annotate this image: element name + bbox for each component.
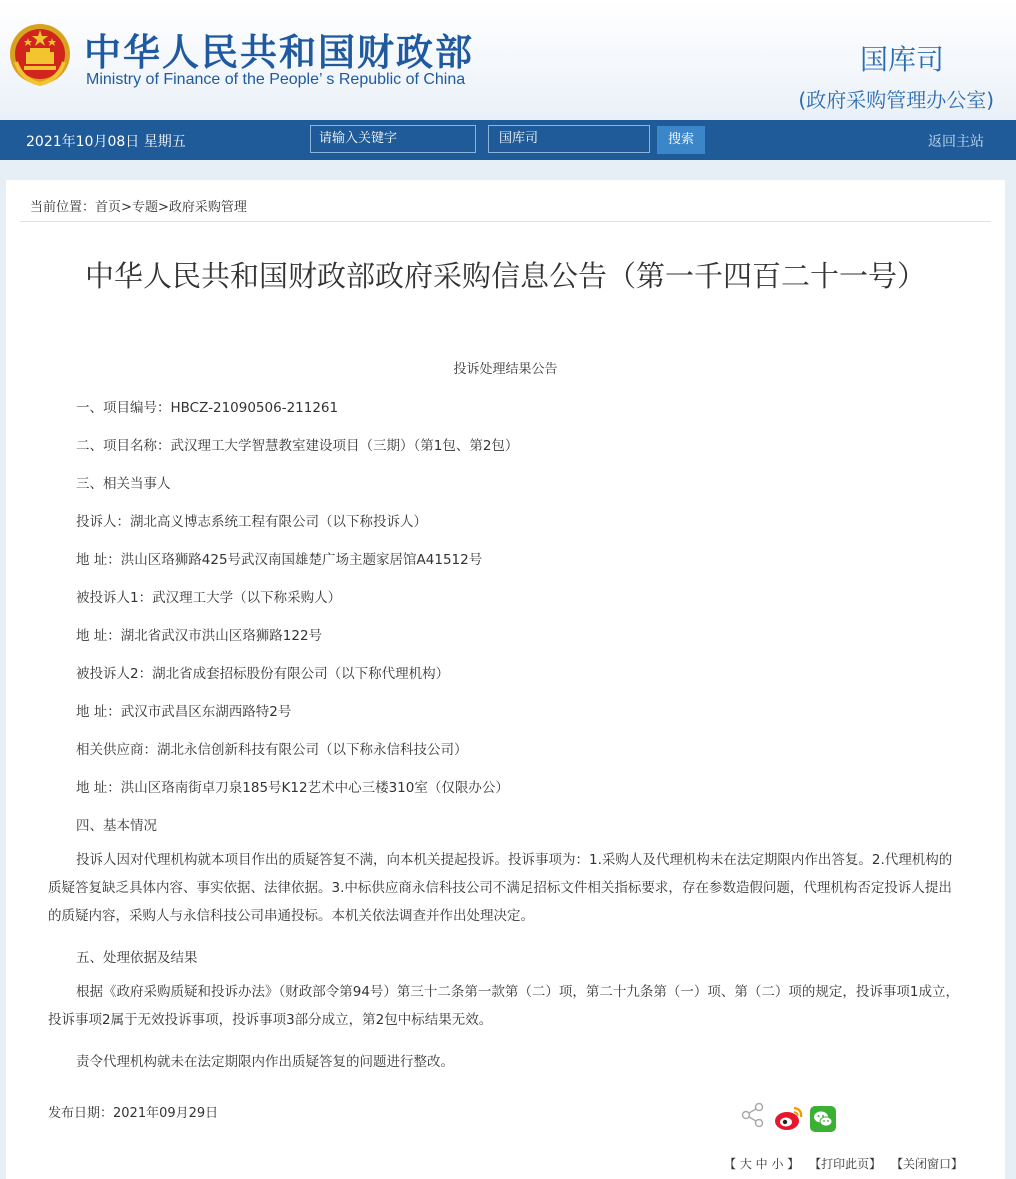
breadcrumb-separator: >: [157, 200, 169, 215]
national-emblem-icon[interactable]: [8, 22, 72, 88]
section-basic: 四、基本情况: [76, 818, 157, 834]
breadcrumb-item-home[interactable]: 首页: [95, 200, 122, 215]
site-title-english[interactable]: Ministry of Finance of the People’ s Republic of China: [86, 71, 466, 88]
current-date: 2021年10月08日 星期五: [26, 134, 186, 150]
complainant: 投诉人：湖北高义博志系统工程有限公司（以下称投诉人）: [76, 514, 427, 530]
main-content: [6, 180, 1005, 1179]
result-paragraph: 根据《政府采购质疑和投诉办法》（财政部令第94号）第三十二条第一款第（二）项，第二十九条第（一）项、第（二）项的规定，投诉事项1成立，投诉事项2属于无效投诉事项，投诉事项3部分成立，第2包中标结果无效。: [48, 984, 960, 1028]
order-paragraph: 责令代理机构就未在法定期限内作出质疑答复的问题进行整改。: [76, 1054, 454, 1070]
search-button[interactable]: 搜索: [657, 126, 705, 154]
breadcrumb-item-topic[interactable]: 专题: [131, 200, 158, 215]
respondent-2-address: 地 址：武汉市武昌区东湖西路特2号: [76, 704, 292, 720]
print-page-link[interactable]: 【打印此页】: [809, 1157, 882, 1171]
department-subtitle: (政府采购管理办公室): [798, 88, 994, 112]
breadcrumb-item-procurement[interactable]: 政府采购管理: [168, 200, 247, 215]
project-name: 二、项目名称：武汉理工大学智慧教室建设项目（三期）（第1包、第2包）: [76, 438, 519, 454]
breadcrumb: [30, 196, 247, 215]
basic-situation-paragraph: 投诉人因对代理机构就本项目作出的质疑答复不满，向本机关提起投诉。投诉事项为：1.采购人及代理机构未在法定期限内作出答复。2.代理机构的质疑答复缺乏具体内容、事实依据、法律依据。3.中标供应商永信科技公司不满足招标文件相关指标要求，存在参数造假问题，代理机构否定投诉人提出的质疑内容，采购人与永信科技公司串通投标。本机关依法调查并作出处理决定。: [48, 852, 953, 924]
department-name: 国库司: [859, 43, 944, 76]
publish-date: 发布日期：2021年09月29日: [48, 1106, 219, 1121]
project-number: 一、项目编号：HBCZ-21090506-211261: [76, 400, 339, 416]
return-home-link[interactable]: 返回主站: [928, 134, 984, 150]
section-parties: 三、相关当事人: [76, 476, 171, 492]
site-header: [0, 0, 1016, 120]
related-supplier: 相关供应商：湖北永信创新科技有限公司（以下称永信科技公司）: [76, 742, 468, 758]
top-navbar: [0, 120, 1016, 160]
article-subtitle: 投诉处理结果公告: [453, 362, 558, 377]
weibo-icon[interactable]: [774, 1104, 804, 1136]
wechat-icon[interactable]: [810, 1106, 836, 1136]
respondent-2: 被投诉人2：湖北省成套招标股份有限公司（以下称代理机构）: [76, 666, 450, 682]
related-supplier-address: 地 址：洪山区珞南街卓刀泉185号K12艺术中心三楼310室（仅限办公）: [76, 780, 509, 796]
breadcrumb-divider: [20, 221, 991, 222]
share-icon[interactable]: [740, 1102, 766, 1132]
article-title: 中华人民共和国财政部政府采购信息公告（第一千四百二十一号）: [84, 259, 926, 293]
page-tools: [718, 1155, 963, 1172]
search-scope-input[interactable]: 国库司: [488, 125, 650, 153]
search-input[interactable]: 请输入关键字: [310, 125, 476, 153]
breadcrumb-prefix: 当前位置：: [30, 200, 96, 215]
respondent-1: 被投诉人1：武汉理工大学（以下称采购人）: [76, 590, 342, 606]
section-result: 五、处理依据及结果: [76, 950, 198, 966]
respondent-1-address: 地 址：湖北省武汉市洪山区珞狮路122号: [76, 628, 323, 644]
close-window-link[interactable]: 【关闭窗口】: [890, 1157, 963, 1171]
complainant-address: 地 址：洪山区珞狮路425号武汉南国雄楚广场主题家居馆A41512号: [76, 552, 483, 568]
site-title[interactable]: 中华人民共和国财政部: [84, 31, 474, 74]
font-size-control[interactable]: 【 大 中 小 】: [724, 1157, 800, 1171]
breadcrumb-separator: >: [121, 200, 132, 215]
share-icons: [740, 1100, 840, 1136]
